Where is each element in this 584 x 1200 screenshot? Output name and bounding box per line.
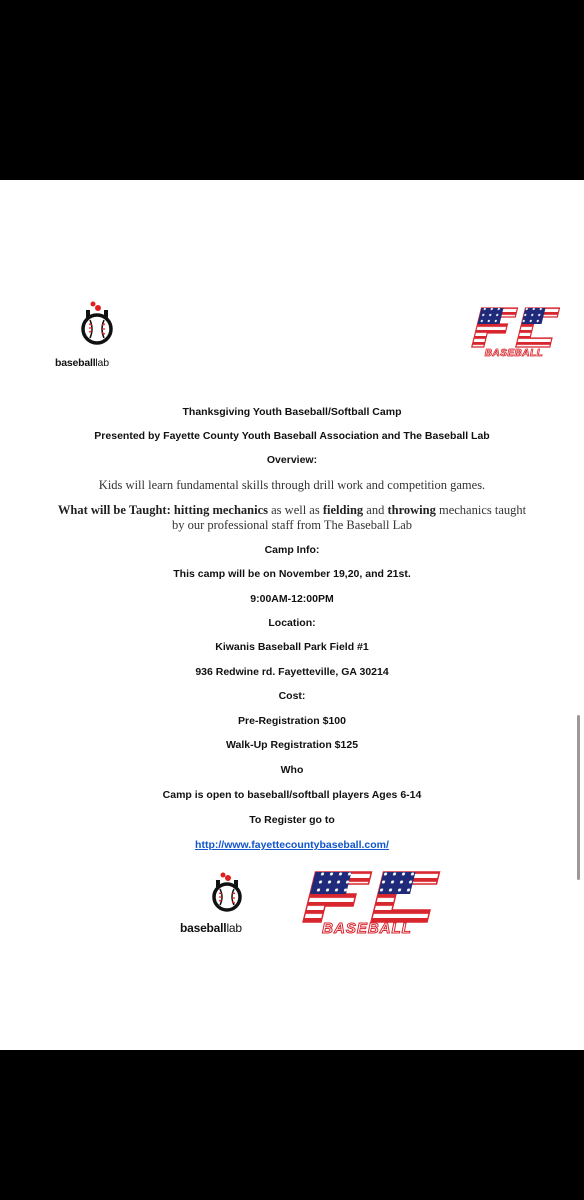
who-text: Camp is open to baseball/softball players Ages 6-14 xyxy=(162,789,422,801)
taught-line-2: by our professional staff from The Baseball Lab xyxy=(171,518,413,532)
camp-info-heading: Camp Info: xyxy=(264,544,320,556)
who-heading: Who xyxy=(280,764,304,776)
as-well-as-text: as well as xyxy=(271,503,320,517)
throwing-text: throwing xyxy=(387,503,436,517)
camp-time: 9:00AM-12:00PM xyxy=(250,593,334,605)
fc-baseball-word-bottom: BASEBALL xyxy=(322,920,412,937)
taught-line-1: What will be Taught: hitting mechanics as well as fielding and throwing mechanics taught xyxy=(57,503,527,517)
cost-heading: Cost: xyxy=(278,690,306,702)
baseball-lab-light: lab xyxy=(226,921,242,935)
and-text: and xyxy=(366,503,385,517)
baseball-lab-logo-top xyxy=(52,298,142,368)
walkup-registration-cost: Walk-Up Registration $125 xyxy=(225,739,359,751)
fc-baseball-logo-bottom xyxy=(292,870,442,938)
overview-heading: Overview: xyxy=(266,454,318,466)
pre-registration-cost: Pre-Registration $100 xyxy=(238,715,346,727)
presented-by: Presented by Fayette County Youth Baseball Association and The Baseball Lab xyxy=(94,430,490,442)
register-link[interactable]: http://www.fayettecountybaseball.com/ xyxy=(195,839,389,851)
mechanics-taught-text: mechanics taught xyxy=(438,503,527,517)
baseball-lab-logo-bottom xyxy=(180,870,280,935)
camp-dates: This camp will be on November 19,20, and 21st. xyxy=(173,568,411,580)
baseball-lab-wordmark xyxy=(180,921,280,935)
camp-title: Thanksgiving Youth Baseball/Softball Camp xyxy=(182,406,402,418)
baseball-lab-flask-icon xyxy=(180,870,280,914)
register-text: To Register go to xyxy=(249,814,335,826)
overview-text: Kids will learn fundamental skills through drill work and competition games. xyxy=(98,478,486,492)
taught-label: What will be Taught xyxy=(57,503,167,517)
scroll-indicator[interactable] xyxy=(577,715,580,880)
register-link-row xyxy=(0,839,584,851)
baseball-lab-bold: baseball xyxy=(55,357,96,369)
hitting-text: hitting mechanics xyxy=(173,503,268,517)
location-heading: Location: xyxy=(268,617,316,629)
fc-baseball-word-top: BASEBALL xyxy=(484,348,544,359)
baseball-lab-light: lab xyxy=(95,357,109,369)
baseball-lab-flask-icon xyxy=(52,298,142,350)
baseball-lab-bold: baseball xyxy=(180,921,227,935)
flyer-document xyxy=(0,180,584,1050)
location-address: 936 Redwine rd. Fayetteville, GA 30214 xyxy=(195,666,389,678)
fc-baseball-logo-top xyxy=(468,306,560,362)
baseball-lab-wordmark xyxy=(55,357,142,369)
fielding-text: fielding xyxy=(322,503,364,517)
location-name: Kiwanis Baseball Park Field #1 xyxy=(215,641,369,653)
